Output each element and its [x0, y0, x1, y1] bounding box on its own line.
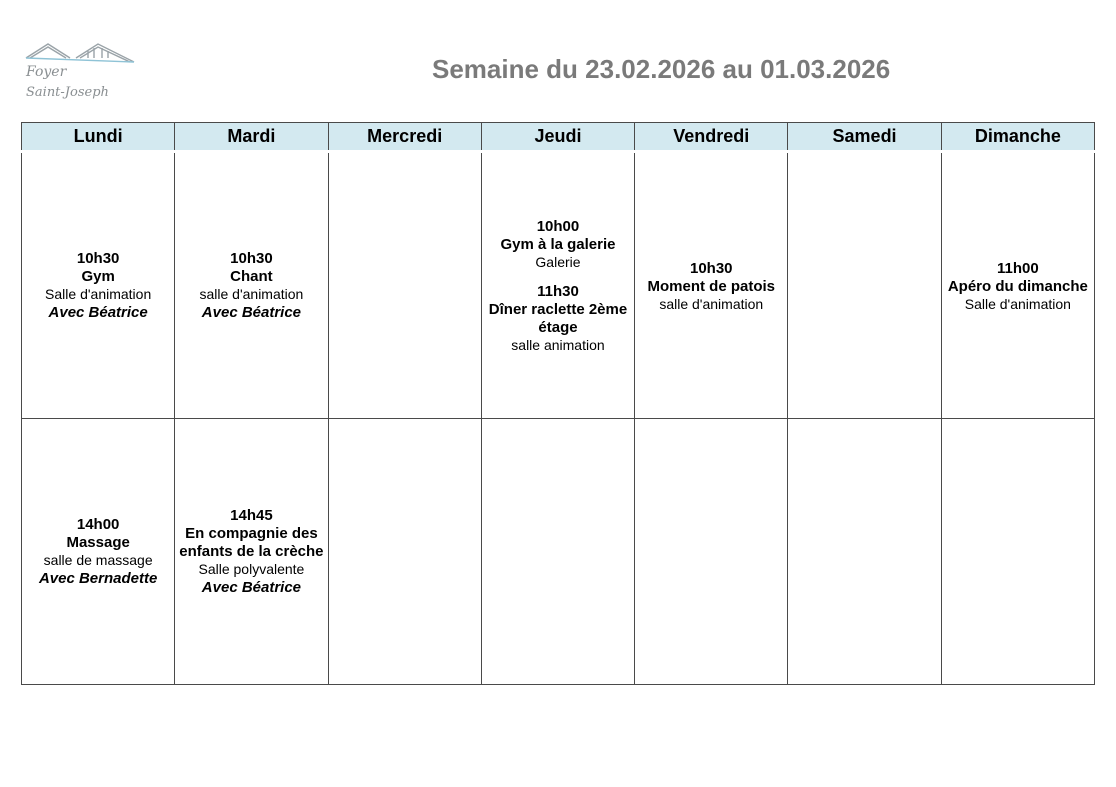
cell-jeudi-morning: [481, 152, 634, 419]
event-time: 10h30: [76, 250, 120, 267]
day-header-dimanche: Dimanche: [941, 123, 1094, 152]
event-time: 11h30: [537, 283, 579, 300]
cell-samedi-morning: [788, 152, 941, 419]
event-name: Massage: [66, 534, 130, 551]
event-name: En compagnie des enfants de la crèche: [179, 525, 324, 560]
event: [484, 217, 632, 271]
event-time: 11h00: [996, 259, 1039, 277]
cell-lundi-afternoon: [22, 419, 175, 685]
event-host: Avec Bernadette: [38, 570, 158, 587]
event: [637, 259, 785, 313]
event-time: 14h45: [230, 507, 273, 524]
cell-samedi-afternoon: [788, 419, 941, 685]
event-time: 10h30: [230, 250, 273, 267]
event-name: Dîner raclette 2ème étage: [488, 301, 628, 336]
cell-jeudi-afternoon: [481, 419, 634, 685]
event-room: Salle polyvalente: [198, 561, 305, 577]
weekly-schedule: [21, 122, 1095, 685]
logo: [22, 40, 140, 102]
day-header-mardi: Mardi: [175, 123, 328, 152]
event: [944, 259, 1092, 313]
day-header-samedi: Samedi: [788, 123, 941, 152]
day-header-jeudi: Jeudi: [481, 123, 634, 152]
event-room: salle de massage: [43, 552, 153, 568]
event-name: Apéro du dimanche: [947, 277, 1088, 295]
event-name: Moment de patois: [647, 277, 776, 295]
event: [24, 515, 172, 588]
event-room: salle animation: [511, 337, 605, 353]
morning-row: [22, 152, 1095, 419]
day-header-mercredi: Mercredi: [328, 123, 481, 152]
cell-mardi-morning: [175, 152, 328, 419]
event-time: 10h30: [689, 259, 733, 277]
header-row: [22, 123, 1095, 152]
cell-vendredi-afternoon: [635, 419, 788, 685]
cell-dimanche-afternoon: [941, 419, 1094, 685]
event-host: Avec Béatrice: [201, 304, 302, 321]
page-title: Semaine du 23.02.2026 au 01.03.2026: [432, 54, 891, 84]
house-roof-icon: [22, 40, 140, 102]
event-time: 14h00: [76, 516, 120, 533]
cell-lundi-morning: [22, 152, 175, 419]
event-host: Avec Béatrice: [201, 579, 302, 596]
event-time: 10h00: [536, 218, 580, 235]
afternoon-row: [22, 419, 1095, 685]
day-header-vendredi: Vendredi: [635, 123, 788, 152]
cell-dimanche-morning: [941, 152, 1094, 419]
cell-mercredi-morning: [328, 152, 481, 419]
event-room: Salle d'animation: [45, 286, 152, 302]
event: [484, 282, 632, 354]
cell-mercredi-afternoon: [328, 419, 481, 685]
event-name: Chant: [230, 268, 273, 285]
event-room: salle d'animation: [199, 286, 304, 302]
cell-vendredi-morning: [635, 152, 788, 419]
event: [177, 506, 325, 597]
cell-mardi-afternoon: [175, 419, 328, 685]
event-name: Gym: [81, 268, 115, 285]
event-host: Avec Béatrice: [48, 304, 148, 321]
event-room: Galerie: [535, 254, 581, 270]
day-header-lundi: Lundi: [22, 123, 175, 152]
event: [177, 249, 325, 322]
event: [24, 249, 172, 322]
logo-line2: Saint-Joseph: [26, 85, 109, 100]
logo-line1: Foyer: [26, 64, 67, 80]
event-room: Salle d'animation: [964, 295, 1071, 312]
event-name: Gym à la galerie: [500, 236, 616, 253]
event-room: salle d'animation: [659, 295, 764, 312]
